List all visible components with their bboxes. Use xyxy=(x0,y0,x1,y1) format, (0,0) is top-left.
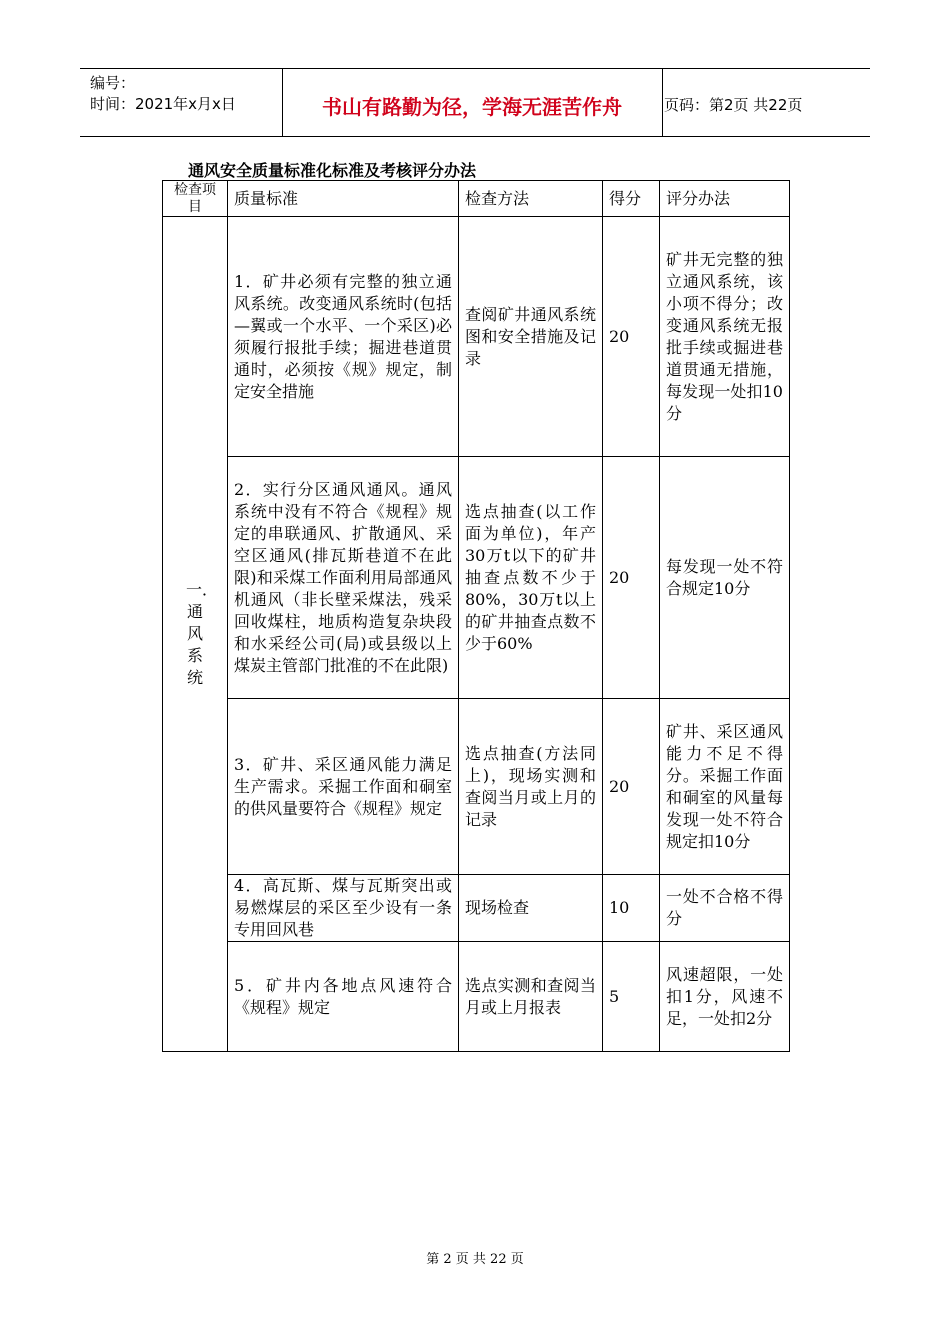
doc-date-label: 时间：2021年x月x日 xyxy=(90,95,236,113)
header-divider xyxy=(662,69,663,136)
page-footer: 第 2 页 共 22 页 xyxy=(426,1252,524,1267)
method-cell: 选点抽查(方法同上)，现场实测和查阅当月或上月的记录 xyxy=(459,699,603,875)
section-label xyxy=(163,217,228,1052)
standards-table xyxy=(162,180,790,1052)
header-scoring: 评分办法 xyxy=(660,181,790,217)
method-cell: 选点实测和查阅当月或上月报表 xyxy=(459,942,603,1052)
header-standard: 质量标准 xyxy=(228,181,459,217)
standard-cell: 2．实行分区通风通风。通风系统中没有不符合《规程》规定的串联通风、扩散通风、采空区通风(排瓦斯巷道不在此限)和采煤工作面利用局部通风机通风（非长壁采煤法，残采回收煤柱，地质构造复杂块段和水采经公司(局)或县级以上煤炭主管部门批准的不在此限) xyxy=(228,457,459,699)
header-motto: 书山有路勤为径，学海无涯苦作舟 xyxy=(322,95,622,119)
section-label-text: 一．通风系统 xyxy=(186,580,219,687)
scoring-cell: 一处不合格不得分 xyxy=(660,875,790,942)
table-header-row xyxy=(163,181,790,217)
table-row xyxy=(163,942,790,1052)
score-cell: 20 xyxy=(603,217,660,457)
header-item: 检查项目 xyxy=(163,181,228,217)
table-row xyxy=(163,875,790,942)
standard-cell: 1．矿井必须有完整的独立通风系统。改变通风系统时(包括—翼或一个水平、一个采区)必须履行报批手续；掘进巷道贯通时，必须按《规》规定，制定安全措施 xyxy=(228,217,459,457)
scoring-cell: 矿井无完整的独立通风系统，该小项不得分；改变通风系统无报批手续或掘进巷道贯通无措施，每发现一处扣10分 xyxy=(660,217,790,457)
score-cell: 20 xyxy=(603,699,660,875)
header-score: 得分 xyxy=(603,181,660,217)
standard-cell: 5．矿井内各地点风速符合《规程》规定 xyxy=(228,942,459,1052)
score-cell: 10 xyxy=(603,875,660,942)
scoring-cell: 风速超限，一处扣1分，风速不足，一处扣2分 xyxy=(660,942,790,1052)
scoring-cell: 每发现一处不符合规定10分 xyxy=(660,457,790,699)
header-method: 检查方法 xyxy=(459,181,603,217)
method-cell: 现场检查 xyxy=(459,875,603,942)
table-row xyxy=(163,699,790,875)
page-header xyxy=(80,68,870,137)
document-title: 通风安全质量标准化标准及考核评分办法 xyxy=(188,161,477,180)
header-left xyxy=(90,73,236,115)
method-cell: 查阅矿井通风系统图和安全措施及记录 xyxy=(459,217,603,457)
score-cell: 20 xyxy=(603,457,660,699)
table-row xyxy=(163,457,790,699)
method-cell: 选点抽查(以工作面为单位)，年产30万t以下的矿井抽查点数不少于80%，30万t以上的矿井抽查点数不少于60% xyxy=(459,457,603,699)
scoring-cell: 矿井、采区通风能力不足不得分。采掘工作面和硐室的风量每发现一处不符合规定扣10分 xyxy=(660,699,790,875)
header-page-info: 页码：第2页 共22页 xyxy=(664,96,803,114)
standard-cell: 3．矿井、采区通风能力满足生产需求。采掘工作面和硐室的供风量要符合《规程》规定 xyxy=(228,699,459,875)
table-row xyxy=(163,217,790,457)
standard-cell: 4．高瓦斯、煤与瓦斯突出或易燃煤层的采区至少设有一条专用回风巷 xyxy=(228,875,459,942)
doc-number-label: 编号： xyxy=(90,74,136,92)
score-cell: 5 xyxy=(603,942,660,1052)
